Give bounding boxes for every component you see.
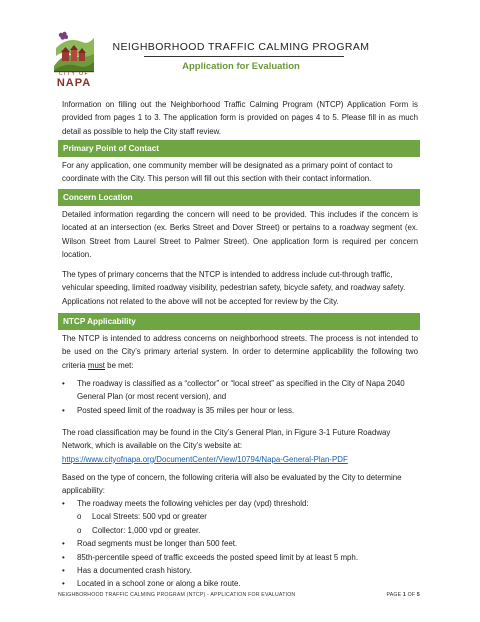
bullet-icon: • [62, 379, 65, 388]
criteria-subtext: Collector: 1,000 vpd or greater. [92, 525, 201, 535]
applicability-paragraph [62, 332, 418, 372]
list-item [62, 404, 418, 417]
section-heading-ntcp-applicability: NTCP Applicability [58, 313, 420, 330]
bullet-icon: • [62, 405, 65, 415]
criteria-text: Posted speed limit of the roadway is 35 miles per hour or less. [77, 405, 295, 415]
list-item [62, 551, 418, 564]
page-number [386, 592, 420, 598]
circle-bullet-icon: o [77, 525, 82, 535]
applicability-text-a: The NTCP is intended to address concerns on neighborhood streets. The process is not intended to be used on the City’s primary arterial system. In order to determine applicability the following two criteria [62, 334, 418, 370]
document-subtitle: Application for Evaluation [182, 61, 300, 72]
sub-list-item [62, 510, 418, 523]
logo-city-of: CITY OF [58, 71, 90, 77]
list-item [62, 577, 418, 590]
bullet-icon: • [62, 566, 65, 576]
bullet-icon: • [62, 552, 65, 562]
bullet-icon: • [62, 539, 65, 549]
logo-napa: NAPA [56, 77, 92, 89]
applicability-criteria-list [62, 377, 418, 417]
page-footer [58, 592, 420, 598]
bullet-icon: • [62, 579, 65, 589]
sub-list-item [62, 524, 418, 537]
title-divider [144, 56, 344, 57]
section-heading-concern-location: Concern Location [58, 189, 420, 206]
classification-paragraph [62, 426, 418, 466]
classification-text: The road classification may be found in the City’s General Plan, in Figure 3-1 Future Roadway Network, which is available on the City’s website at: [62, 428, 391, 451]
criteria-text: 85th-percentile speed of traffic exceeds the posted speed limit by at least 5 mph. [77, 552, 359, 562]
page-total: 5 [416, 592, 420, 598]
page-prefix: PAGE [386, 592, 403, 598]
applicability-must: must [87, 360, 105, 370]
primary-contact-paragraph: For any application, one community member will be designated as a primary point of contact to coordinate with the City. This person will fill out this section with their contact information. [62, 161, 393, 184]
footer-title: NEIGHBORHOOD TRAFFIC CALMING PROGRAM (NTCP) - APPLICATION FOR EVALUATION [58, 592, 296, 598]
page-current: 1 [402, 592, 407, 598]
criteria-text: Located in a school zone or along a bike route. [77, 579, 241, 589]
list-item [62, 497, 418, 510]
additional-criteria-list [62, 497, 418, 591]
list-item [62, 537, 418, 550]
section-heading-primary-contact: Primary Point of Contact [58, 140, 420, 157]
criteria-text: Road segments must be longer than 500 feet. [77, 539, 238, 549]
criteria-subtext: Local Streets: 500 vpd or greater [92, 512, 207, 522]
list-item [62, 377, 418, 404]
circle-bullet-icon: o [77, 512, 82, 522]
concern-location-paragraph: Detailed information regarding the concern will need to be provided. This includes if the concern is located at an intersection (ex. Berks Street and Dover Street) or pertains to a roadway segment (ex. Wilson Street from Laurel Street to Palmer Street). One application form is required per concern location. [62, 210, 418, 260]
list-item [62, 564, 418, 577]
criteria-text: The roadway meets the following vehicles per day (vpd) threshold: [77, 499, 309, 508]
criteria-text: Has a documented crash history. [77, 566, 192, 576]
additional-criteria-intro: Based on the type of concern, the following criteria will also be evaluated by the City to determine applicability: [62, 473, 402, 496]
logo-wordmark [54, 72, 94, 89]
general-plan-link[interactable]: https://www.cityofnapa.org/DocumentCenter/View/10794/Napa-General-Plan-PDF [62, 454, 348, 464]
applicability-text-b: be met: [104, 360, 134, 370]
intro-paragraph: Information on filling out the Neighborhood Traffic Calming Program (NTCP) Application Form is provided from pages 1 to 3. The application form is provided on pages 4 to 5. Please fill in as much detail as possible to help the City staff review. [62, 100, 418, 136]
criteria-text: The roadway is classified as a “collector” or “local street” as specified in the City of Napa 2040 General Plan (or most recent version), and [77, 379, 405, 402]
concern-types-paragraph: The types of primary concerns that the NTCP is intended to address include cut-through traffic, vehicular speeding, limited roadway visibility, pedestrian safety, bicycle safety, and roadway safety. Applications not related to the above will not be accepted for review by the City. [62, 270, 406, 306]
bullet-icon: • [62, 499, 65, 508]
page-of: OF [406, 592, 417, 598]
program-title: NEIGHBORHOOD TRAFFIC CALMING PROGRAM [112, 41, 370, 53]
